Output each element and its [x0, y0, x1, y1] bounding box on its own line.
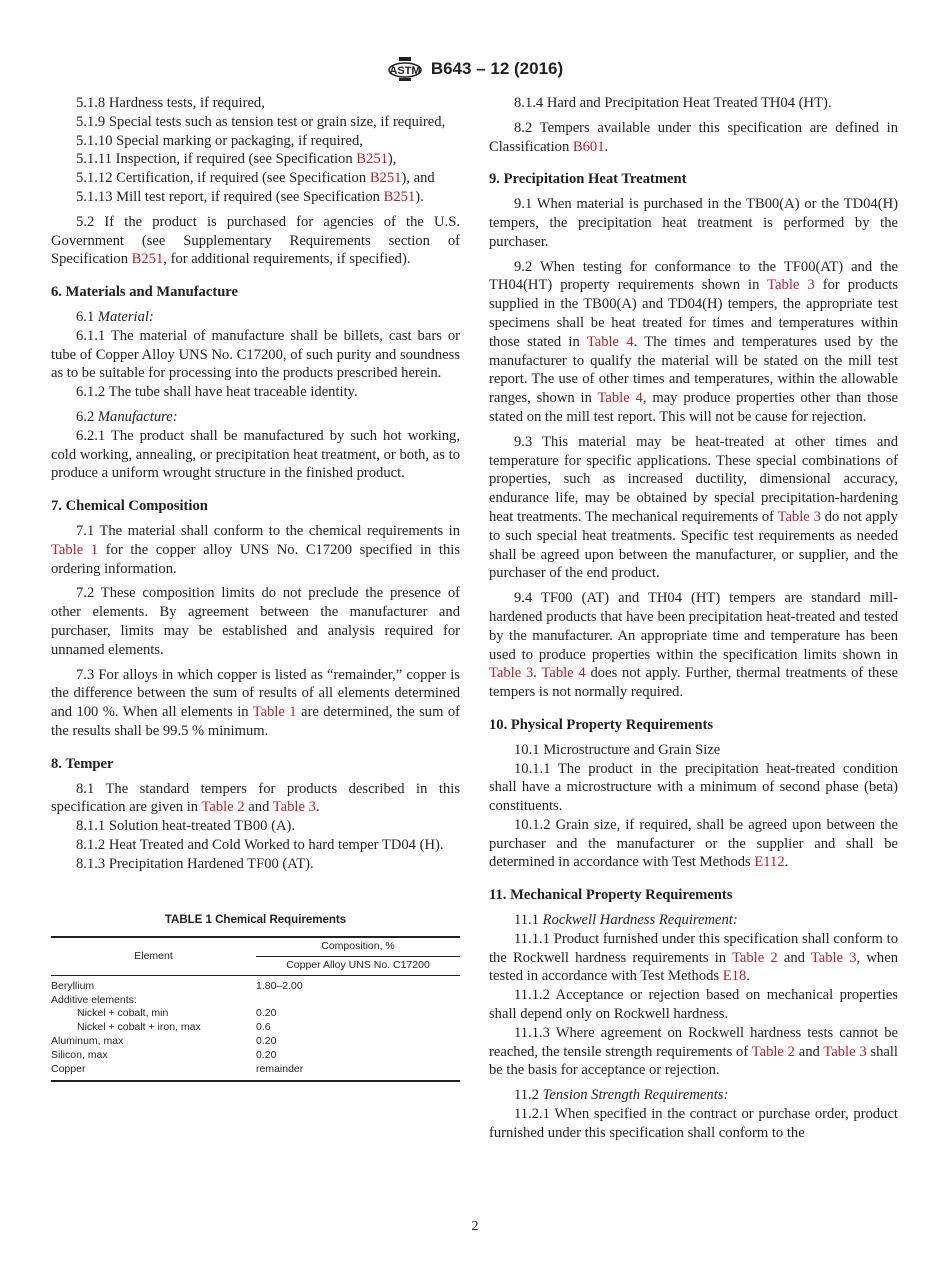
link-b601[interactable]: B601 — [572, 138, 605, 155]
link-table-1[interactable]: Table 1 — [51, 541, 99, 558]
table-row: Silicon, max 0.20 — [51, 1048, 277, 1061]
paragraph-6-2-1: 6.2.1 The product shall be manufactured by such hot working, cold working, annealing, or precipitation heat treatment, or both, as to produce a uniform wrought structure in the finished product. — [51, 427, 460, 482]
paragraph-11-1-2: 11.1.2 Acceptance or rejection based on mechanical properties shall depend only on Rockwell hardness. — [489, 987, 898, 1023]
paragraph-7-1: 7.1 The material shall conform to the chemical requirements in Table 1 for the copper alloy UNS No. C17200 specified in this ordering information. — [51, 522, 460, 577]
paragraph-10-1: 10.1 Microstructure and Grain Size — [514, 741, 721, 758]
link-table-3[interactable]: Table 3 — [810, 949, 857, 966]
paragraph-5-1-9: 5.1.9 Special tests such as tension test or grain size, if required, — [76, 113, 446, 130]
link-b251[interactable]: B251 — [131, 251, 164, 268]
paragraph-5-1-13: 5.1.13 Mill test report, if required (see Specification B251). — [76, 188, 424, 205]
astm-logo-icon — [387, 55, 423, 83]
link-table-1[interactable]: Table 1 — [252, 704, 297, 721]
column-header-element: Element — [51, 937, 256, 975]
paragraph-10-1-1: 10.1.1 The product in the precipitation heat-treated condition shall have a microstructure with a minimum of second phase (beta) constituents. — [489, 760, 898, 815]
paragraph-10-1-2: 10.1.2 Grain size, if required, shall be agreed upon between the purchaser and the manufacturer or the supplier and shall be determined in accordance with Test Methods E112. — [489, 816, 898, 871]
paragraph-5-1-8: 5.1.8 Hardness tests, if required, — [76, 95, 265, 111]
paragraph-9-2: 9.2 When testing for conformance to the TF00(AT) and the TH04(HT) property requirements shown in Table 3 for products supplied in the TB00(A) and TD04(H) tempers, the appropriate test specimens shall be heat treated for times and temperatures within those stated in Table 4. The times and temperatures used by the manufacturer to qualify the material will be stated on the mill test report. The use of other times and temperatures, within the allowable ranges, shown in Table 4, may produce properties other than those stated on the mill test report. This will not be cause for rejection. — [489, 258, 899, 425]
paragraph-8-1-4: 8.1.4 Hard and Precipitation Heat Treated TH04 (HT). — [514, 95, 832, 111]
paragraph-6-2: 6.2 Manufacture: — [76, 408, 178, 425]
paragraph-9-3: 9.3 This material may be heat-treated at other times and temperature for specific applications. These special combinations of properties, such as increased ductility, dimensional accuracy, endurance life, may be obtained by special precipitation-hardening heat treatments. The mechanical requirements of Table 3 do not apply to such special heat treatments. Specific test requirements as needed shall be agreed upon between the manufacturer, or supplier, and the purchaser of the end product. — [489, 433, 898, 582]
paragraph-11-2: 11.2 Tension Strength Requirements: — [514, 1087, 729, 1104]
table-row: Nickel + cobalt, min 0.20 — [77, 1007, 277, 1020]
link-table-4[interactable]: Table 4 — [597, 390, 643, 407]
table-row: Copper remainder — [51, 1063, 460, 1082]
paragraph-6-1: 6.1 Material: — [76, 308, 154, 325]
table-row: Additive elements: — [51, 993, 137, 1006]
link-table-3[interactable]: Table 3 — [272, 799, 316, 816]
section-10-heading: 10. Physical Property Requirements — [489, 716, 714, 733]
section-6-heading: 6. Materials and Manufacture — [51, 284, 238, 301]
paragraph-5-2: 5.2 If the product is purchased for agencies of the U.S. Government (see Supplementary Requirements section of Specification B251, for additional requirements, if specified). — [51, 213, 460, 268]
link-b251[interactable]: B251 — [383, 188, 416, 205]
paragraph-5-1-11: 5.1.11 Inspection, if required (see Specification B251), — [76, 151, 397, 168]
paragraph-8-1: 8.1 The standard tempers for products described in this specification are given in Table 2 and Table 3. — [51, 780, 460, 816]
column-header-composition: Composition, % — [256, 937, 460, 956]
paragraph-11-1-3: 11.1.3 Where agreement on Rockwell hardness tests cannot be reached, the tensile strength requirements of Table 2 and Table 3 shall be the basis for acceptance or rejection. — [489, 1024, 898, 1079]
document-id: B643 – 12 (2016) — [430, 59, 564, 78]
link-b251[interactable]: B251 — [369, 170, 402, 187]
paragraph-9-1: 9.1 When material is purchased in the TB00(A) or the TD04(H) tempers, the precipitation heat treatment is performed by the purchaser. — [489, 196, 898, 250]
link-table-2[interactable]: Table 2 — [201, 799, 245, 816]
section-9-heading: 9. Precipitation Heat Treatment — [489, 171, 687, 188]
link-e18[interactable]: E18 — [722, 968, 747, 985]
link-table-4[interactable]: Table 4 — [586, 333, 634, 350]
paragraph-11-1-1: 11.1.1 Product furnished under this specification shall conform to the Rockwell hardness requirements in Table 2 and Table 3, when tested in accordance with Test Methods E18. — [489, 930, 898, 985]
page-header — [0, 54, 950, 84]
paragraph-7-3: 7.3 For alloys in which copper is listed as “remainder,” copper is the difference between the sum of results of all elements determined and 100 %. When all elements in Table 1 are determined, the sum of the results shall be 99.5 % minimum. — [51, 666, 460, 739]
paragraph-8-1-1: 8.1.1 Solution heat-treated TB00 (A). — [76, 818, 295, 835]
paragraph-8-1-2: 8.1.2 Heat Treated and Cold Worked to hard temper TD04 (H). — [76, 836, 444, 853]
paragraph-6-1-2: 6.1.2 The tube shall have heat traceable identity. — [76, 384, 358, 401]
link-table-2[interactable]: Table 2 — [751, 1043, 795, 1060]
paragraph-11-1: 11.1 Rockwell Hardness Requirement: — [514, 912, 738, 929]
chemical-requirements-table — [51, 936, 460, 1082]
page-number: 2 — [471, 1219, 479, 1234]
link-e112[interactable]: E112 — [754, 854, 785, 871]
link-table-3[interactable]: Table 3 — [767, 277, 815, 294]
link-table-3[interactable]: Table 3 — [777, 508, 821, 525]
paragraph-5-1-12: 5.1.12 Certification, if required (see Specification B251), and — [76, 170, 435, 187]
section-7-heading: 7. Chemical Composition — [51, 498, 208, 515]
link-table-2[interactable]: Table 2 — [732, 949, 778, 966]
paragraph-11-2-1: 11.2.1 When specified in the contract or purchase order, product furnished under this specification shall conform to the — [489, 1106, 898, 1141]
link-table-3[interactable]: Table 3 — [823, 1043, 867, 1060]
right-column — [489, 94, 898, 1143]
link-table-4[interactable]: Table 4 — [541, 665, 586, 682]
paragraph-8-1-3: 8.1.3 Precipitation Hardened TF00 (AT). — [76, 855, 314, 872]
svg-text:ASTM: ASTM — [389, 65, 421, 77]
section-8-heading: 8. Temper — [51, 755, 114, 772]
paragraph-7-2: 7.2 These composition limits do not preclude the presence of other elements. By agreement between the manufacturer and purchaser, limits may be established and analysis required for unnamed elements. — [51, 585, 460, 658]
table-row: Nickel + cobalt + iron, max 0.6 — [77, 1021, 271, 1034]
table-row: Aluminum, max 0.20 — [51, 1035, 277, 1048]
paragraph-9-4: 9.4 TF00 (AT) and TH04 (HT) tempers are standard mill-hardened products that have been precipitation heat-treated and tested by the manufacturer. An appropriate time and temperature has been used to produce properties within the specification limits shown in Table 3. Table 4 does not apply. Further, thermal treatments of these tempers is not normally required. — [489, 590, 898, 701]
paragraph-5-1-10: 5.1.10 Special marking or packaging, if required, — [76, 132, 363, 149]
section-11-heading: 11. Mechanical Property Requirements — [489, 887, 733, 904]
table-1-title: TABLE 1 Chemical Requirements — [164, 914, 347, 927]
paragraph-6-1-1: 6.1.1 The material of manufacture shall be billets, cast bars or tube of Copper Alloy UNS No. C17200, of such purity and soundness as to be suitable for processing into the products prescribed herein. — [51, 327, 460, 382]
table-row: Beryllium 1.80–2.00 — [51, 979, 303, 992]
left-column — [51, 94, 460, 1082]
link-b251[interactable]: B251 — [356, 151, 388, 168]
link-table-3[interactable]: Table 3 — [489, 665, 534, 682]
table-1 — [51, 911, 460, 1082]
paragraph-8-2: 8.2 Tempers available under this specification are defined in Classification B601. — [489, 119, 898, 155]
column-header-alloy: Copper Alloy UNS No. C17200 — [256, 957, 460, 976]
